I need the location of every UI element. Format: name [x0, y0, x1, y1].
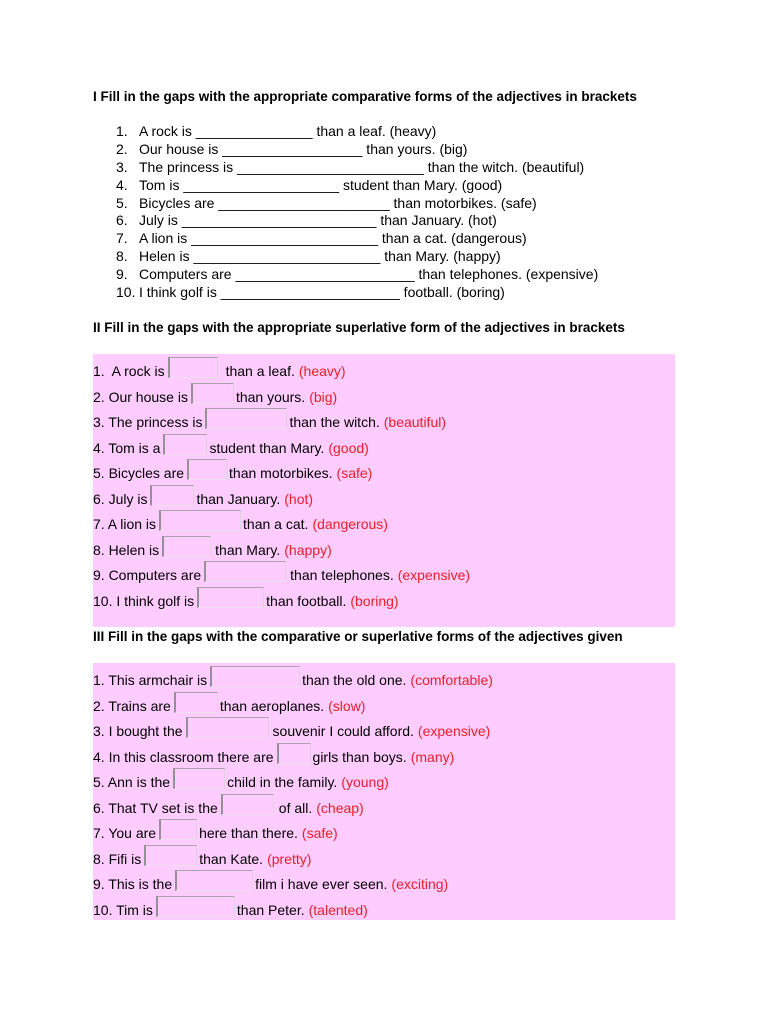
- item-text: I think golf is _______________________ football. (boring): [139, 284, 505, 301]
- sentence-end: here than there.: [199, 825, 298, 842]
- item-number: 10.: [116, 284, 136, 301]
- exercise-row: [93, 534, 675, 558]
- answer-field[interactable]: [204, 561, 286, 582]
- answer-field[interactable]: [163, 434, 207, 455]
- answer-field[interactable]: [191, 383, 234, 404]
- sentence-start: 1. A rock is: [93, 363, 165, 379]
- sentence-start: 1. This armchair is: [93, 672, 208, 688]
- answer-field[interactable]: [197, 587, 264, 608]
- answer-field[interactable]: [173, 768, 225, 789]
- sentence-start: 7. A lion is: [93, 516, 157, 533]
- exercise-row: [93, 381, 675, 405]
- exercise-row: [93, 585, 675, 609]
- sentence-end: than telephones.: [290, 567, 394, 584]
- adjective-hint: (comfortable): [410, 672, 493, 688]
- list-item: [0, 212, 768, 230]
- sentence-end: than a cat.: [243, 516, 309, 533]
- list-item: [0, 195, 768, 213]
- list-item: [0, 141, 768, 159]
- answer-field[interactable]: [168, 357, 218, 378]
- answer-field[interactable]: [205, 408, 287, 429]
- answer-field[interactable]: [221, 794, 274, 815]
- item-text: A lion is ________________________ than a cat. (dangerous): [139, 230, 527, 247]
- answer-field[interactable]: [277, 743, 311, 764]
- adjective-hint: (many): [410, 748, 455, 765]
- list-item: [0, 177, 768, 195]
- answer-field[interactable]: [159, 819, 197, 840]
- sentence-start: 5. Bicycles are: [93, 465, 185, 482]
- answer-field[interactable]: [162, 536, 211, 557]
- adjective-hint: (pretty): [267, 850, 312, 867]
- sentence-end: than Mary.: [215, 541, 281, 558]
- sentence-start: 7. You are: [93, 825, 157, 842]
- adjective-hint: (young): [341, 774, 389, 791]
- exercise-row: [93, 817, 675, 841]
- sentence-start: 3. I bought the: [93, 723, 183, 740]
- adjective-hint: (expensive): [397, 567, 471, 584]
- list-item: [0, 230, 768, 248]
- list-item: [0, 266, 768, 284]
- item-text: A rock is _______________ than a leaf. (heavy): [139, 123, 437, 139]
- answer-field[interactable]: [186, 717, 269, 738]
- answer-field[interactable]: [210, 666, 300, 687]
- item-number: 1.: [116, 123, 128, 139]
- exercise-row: [93, 508, 675, 532]
- answer-field[interactable]: [156, 896, 235, 917]
- section-3-heading: III Fill in the gaps with the comparative or superlative forms of the adjectives given: [93, 629, 623, 644]
- answer-field[interactable]: [144, 845, 197, 866]
- sentence-end: than yours.: [235, 388, 306, 405]
- exercise-3-box: [93, 663, 675, 920]
- adjective-hint: (boring): [350, 592, 399, 609]
- item-text: Bicycles are ______________________ than motorbikes. (safe): [139, 194, 537, 211]
- exercise-row: [93, 766, 675, 790]
- sentence-start: 2. Trains are: [93, 697, 171, 714]
- exercise-row: [93, 664, 675, 688]
- adjective-hint: (cheap): [316, 799, 364, 816]
- sentence-end: than aeroplanes.: [219, 697, 325, 714]
- item-text: Computers are _______________________ than telephones. (expensive): [139, 266, 599, 283]
- item-number: 3.: [116, 158, 128, 175]
- sentence-start: 5. Ann is the: [93, 774, 171, 791]
- adjective-hint: (beautiful): [383, 414, 447, 431]
- item-text: The princess is ________________________ than the witch. (beautiful): [139, 158, 585, 175]
- answer-field[interactable]: [175, 870, 253, 891]
- exercise-row: [93, 894, 675, 918]
- sentence-end: than football.: [266, 592, 347, 609]
- adjective-hint: (expensive): [417, 723, 491, 740]
- adjective-hint: (slow): [328, 697, 366, 714]
- exercise-row: [93, 868, 675, 892]
- sentence-end: than the old one.: [302, 672, 407, 688]
- item-number: 6.: [116, 212, 128, 229]
- item-number: 9.: [116, 266, 128, 283]
- sentence-end: girls than boys.: [312, 748, 407, 765]
- sentence-end: than a leaf.: [225, 363, 295, 379]
- exercise-row: [93, 843, 675, 867]
- exercise-row: [93, 690, 675, 714]
- list-item: [0, 284, 768, 302]
- item-number: 8.: [116, 248, 128, 265]
- sentence-end: than Kate.: [199, 850, 264, 867]
- adjective-hint: (happy): [284, 541, 332, 558]
- exercise-row: [93, 406, 675, 430]
- adjective-hint: (exciting): [391, 876, 449, 893]
- item-text: Our house is __________________ than yours. (big): [139, 140, 468, 157]
- list-item: [0, 123, 768, 141]
- sentence-end: student than Mary.: [209, 439, 325, 456]
- adjective-hint: (talented): [308, 901, 368, 918]
- adjective-hint: (safe): [301, 825, 338, 842]
- adjective-hint: (safe): [336, 465, 373, 482]
- exercise-row: [93, 457, 675, 481]
- sentence-start: 8. Fifi is: [93, 850, 142, 867]
- adjective-hint: (big): [309, 388, 338, 405]
- sentence-start: 9. Computers are: [93, 567, 202, 584]
- sentence-end: film i have ever seen.: [255, 876, 388, 893]
- answer-field[interactable]: [187, 459, 227, 480]
- sentence-start: 4. In this classroom there are: [93, 748, 274, 765]
- exercise-2-box: [93, 354, 675, 627]
- sentence-start: 3. The princess is: [93, 414, 203, 431]
- sentence-end: than the witch.: [289, 414, 380, 431]
- sentence-start: 2. Our house is: [93, 388, 188, 405]
- exercise-row: [93, 559, 675, 583]
- item-text: Helen is ________________________ than Mary. (happy): [139, 248, 501, 265]
- sentence-start: 10. I think golf is: [93, 592, 195, 609]
- item-number: 4.: [116, 176, 128, 193]
- sentence-start: 6. That TV set is the: [93, 799, 218, 816]
- exercise-row: [93, 483, 675, 507]
- list-item: [0, 159, 768, 177]
- adjective-hint: (hot): [284, 490, 314, 507]
- exercise-row: [93, 715, 675, 739]
- sentence-start: 6. July is: [93, 490, 148, 507]
- exercise-row: [93, 741, 675, 765]
- answer-field[interactable]: [150, 485, 194, 506]
- sentence-end: child in the family.: [227, 774, 338, 791]
- sentence-end: than Peter.: [236, 901, 305, 918]
- sentence-end: of all.: [278, 799, 313, 816]
- item-text: Tom is ____________________ student than Mary. (good): [139, 176, 503, 193]
- exercise-row: [93, 355, 675, 379]
- sentence-start: 10. Tim is: [93, 901, 153, 918]
- adjective-hint: (heavy): [298, 363, 346, 379]
- sentence-end: souvenir I could afford.: [272, 723, 414, 740]
- item-number: 2.: [116, 140, 128, 157]
- sentence-start: 8. Helen is: [93, 541, 160, 558]
- answer-field[interactable]: [174, 692, 218, 713]
- item-number: 5.: [116, 194, 128, 211]
- adjective-hint: (dangerous): [312, 516, 388, 533]
- sentence-end: than motorbikes.: [229, 465, 333, 482]
- exercise-row: [93, 792, 675, 816]
- sentence-end: than January.: [196, 490, 281, 507]
- section-2-heading: II Fill in the gaps with the appropriate superlative form of the adjectives in brackets: [93, 320, 625, 335]
- answer-field[interactable]: [159, 510, 241, 531]
- section-1-list: [0, 123, 768, 302]
- item-number: 7.: [116, 230, 128, 247]
- sentence-start: 4. Tom is a: [93, 439, 161, 456]
- adjective-hint: (good): [328, 439, 369, 456]
- item-text: July is _________________________ than January. (hot): [139, 212, 497, 229]
- list-item: [0, 248, 768, 266]
- section-1-heading: I Fill in the gaps with the appropriate comparative forms of the adjectives in brackets: [93, 89, 637, 104]
- exercise-row: [93, 432, 675, 456]
- sentence-start: 9. This is the: [93, 876, 173, 893]
